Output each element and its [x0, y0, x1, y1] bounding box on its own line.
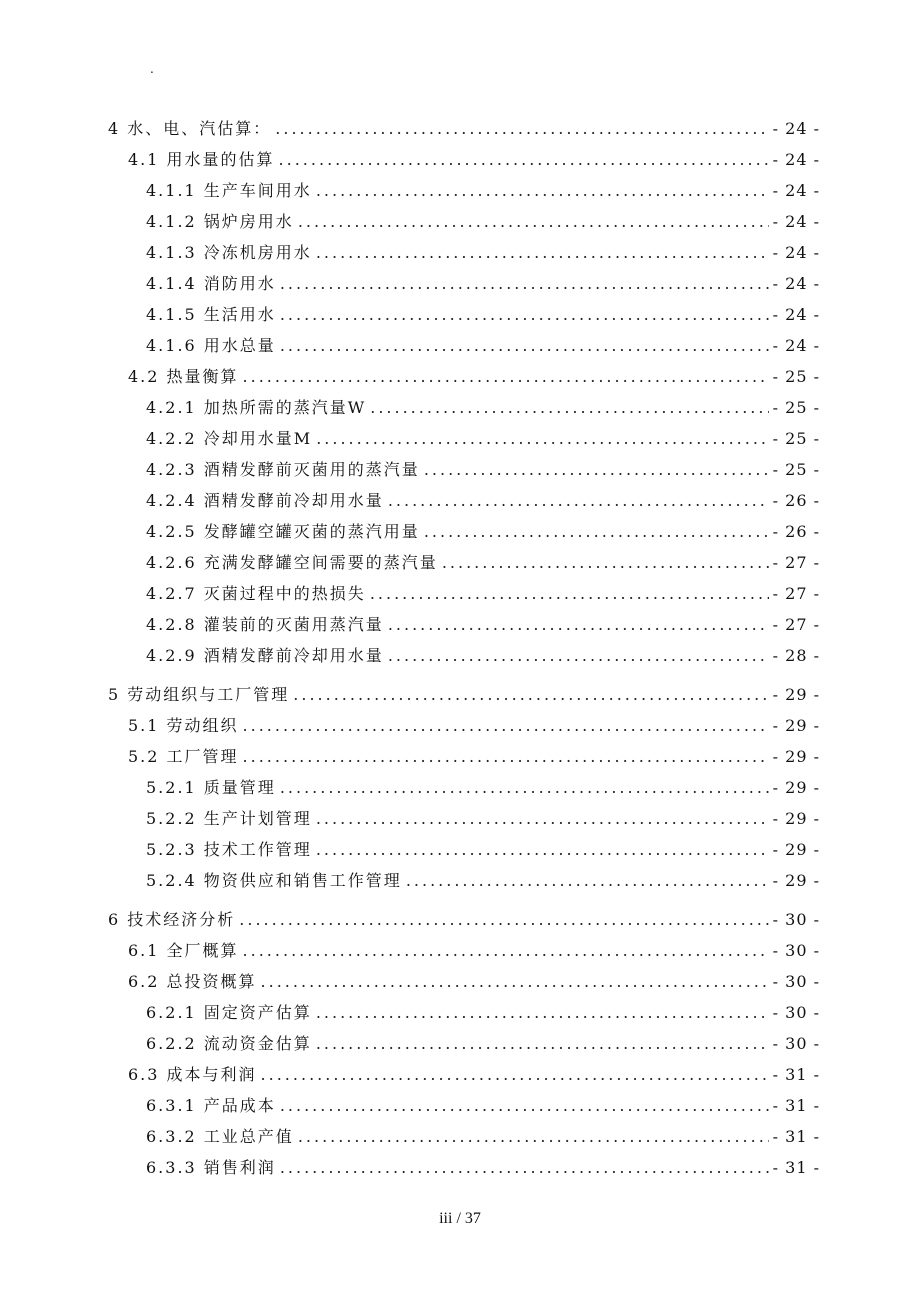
toc-entry-page: - 27 - — [772, 584, 820, 603]
toc-entry[interactable] — [108, 519, 820, 550]
toc-entry[interactable] — [108, 713, 820, 744]
dot-leader — [424, 460, 769, 479]
toc-entry-page: - 29 - — [772, 716, 820, 735]
page-mark: . — [150, 62, 154, 76]
toc-entry-page: - 30 - — [772, 972, 820, 991]
dot-leader — [280, 1096, 769, 1115]
toc-entry[interactable] — [108, 271, 820, 302]
page-footer: iii / 37 — [439, 1210, 481, 1227]
toc-entry-page: - 27 - — [772, 553, 820, 572]
toc-entry-title: 4.2.3 酒精发酵前灭菌用的蒸汽量 — [146, 460, 420, 479]
toc-entry[interactable] — [108, 550, 820, 581]
toc-entry-title: 4.1.1 生产车间用水 — [146, 181, 312, 200]
dot-leader — [280, 305, 769, 324]
table-of-contents — [108, 116, 820, 1186]
toc-entry-title: 4.1.6 用水总量 — [146, 336, 276, 355]
toc-entry-page: - 24 - — [772, 150, 820, 169]
dot-leader — [370, 584, 769, 603]
toc-entry-page: - 29 - — [772, 840, 820, 859]
toc-entry-title: 4.2.6 充满发酵罐空间需要的蒸汽量 — [146, 553, 438, 572]
toc-entry[interactable] — [108, 395, 820, 426]
dot-leader — [316, 1034, 769, 1053]
dot-leader — [280, 1158, 769, 1177]
toc-entry-title: 5 劳动组织与工厂管理 — [108, 685, 290, 704]
toc-entry-page: - 25 - — [772, 429, 820, 448]
toc-entry-page: - 31 - — [772, 1065, 820, 1084]
toc-entry-page: - 26 - — [772, 491, 820, 510]
toc-entry[interactable] — [108, 302, 820, 333]
dot-leader — [370, 398, 768, 417]
toc-entry-title: 4.2.1 加热所需的蒸汽量W — [146, 398, 367, 417]
toc-entry-title: 4.2 热量衡算 — [128, 367, 239, 386]
toc-entry[interactable] — [108, 581, 820, 612]
toc-entry[interactable] — [108, 868, 820, 899]
toc-entry-title: 4 水、电、汽估算： — [108, 119, 272, 138]
toc-entry-title: 6.2 总投资概算 — [128, 972, 257, 991]
toc-entry-page: - 24 - — [772, 336, 820, 355]
toc-entry[interactable] — [108, 1062, 820, 1093]
toc-entry[interactable] — [108, 744, 820, 775]
toc-entry-page: - 30 - — [772, 1034, 820, 1053]
dot-leader — [388, 615, 769, 634]
toc-entry[interactable] — [108, 426, 820, 457]
toc-entry-title: 4.1.4 消防用水 — [146, 274, 276, 293]
dot-leader — [388, 491, 769, 510]
dot-leader — [243, 747, 769, 766]
toc-entry-title: 5.2.2 生产计划管理 — [146, 809, 312, 828]
dot-leader — [243, 716, 769, 735]
toc-entry[interactable] — [108, 333, 820, 364]
toc-entry[interactable] — [108, 837, 820, 868]
toc-entry-title: 4.1.5 生活用水 — [146, 305, 276, 324]
toc-entry[interactable] — [108, 1155, 820, 1186]
toc-entry-page: - 24 - — [772, 274, 820, 293]
dot-leader — [279, 150, 769, 169]
toc-entry-title: 4.2.2 冷却用水量M — [146, 429, 313, 448]
toc-entry[interactable] — [108, 938, 820, 969]
toc-entry[interactable] — [108, 969, 820, 1000]
toc-entry-page: - 26 - — [772, 522, 820, 541]
toc-entry[interactable] — [108, 643, 820, 674]
toc-entry-title: 6.3.2 工业总产值 — [146, 1127, 294, 1146]
toc-entry-page: - 31 - — [772, 1127, 820, 1146]
toc-entry-page: - 30 - — [772, 910, 820, 929]
dot-leader — [316, 243, 769, 262]
toc-entry-page: - 30 - — [772, 941, 820, 960]
dot-leader — [275, 119, 768, 138]
toc-entry-page: - 24 - — [772, 243, 820, 262]
toc-entry-page: - 25 - — [772, 398, 820, 417]
dot-leader — [442, 553, 769, 572]
dot-leader — [298, 1127, 769, 1146]
toc-entry-page: - 25 - — [772, 367, 820, 386]
toc-entry-page: - 24 - — [772, 119, 820, 138]
dot-leader — [261, 1065, 769, 1084]
toc-entry[interactable] — [108, 209, 820, 240]
toc-entry[interactable] — [108, 1000, 820, 1031]
toc-entry-page: - 29 - — [772, 778, 820, 797]
toc-entry-page: - 25 - — [772, 460, 820, 479]
dot-leader — [298, 212, 769, 231]
toc-entry-page: - 29 - — [772, 685, 820, 704]
dot-leader — [388, 646, 769, 665]
toc-entry-page: - 24 - — [772, 212, 820, 231]
toc-entry[interactable] — [108, 907, 820, 938]
dot-leader — [261, 972, 769, 991]
dot-leader — [280, 274, 769, 293]
toc-entry-title: 6 技术经济分析 — [108, 910, 236, 929]
dot-leader — [316, 1003, 769, 1022]
dot-leader — [316, 429, 768, 448]
dot-leader — [316, 181, 769, 200]
toc-entry-title: 4.2.8 灌装前的灭菌用蒸汽量 — [146, 615, 384, 634]
toc-entry[interactable] — [108, 147, 820, 178]
toc-entry-title: 6.2.2 流动资金估算 — [146, 1034, 312, 1053]
toc-entry-title: 4.2.9 酒精发酵前冷却用水量 — [146, 646, 384, 665]
toc-entry-page: - 31 - — [772, 1158, 820, 1177]
toc-entry-page: - 29 - — [772, 809, 820, 828]
toc-entry[interactable] — [108, 488, 820, 519]
toc-entry-title: 6.3.1 产品成本 — [146, 1096, 276, 1115]
toc-entry-page: - 24 - — [772, 305, 820, 324]
toc-entry[interactable] — [108, 682, 820, 713]
toc-entry-page: - 30 - — [772, 1003, 820, 1022]
toc-entry[interactable] — [108, 1093, 820, 1124]
toc-entry[interactable] — [108, 612, 820, 643]
toc-entry[interactable] — [108, 116, 820, 147]
toc-entry[interactable] — [108, 240, 820, 271]
toc-entry-page: - 29 - — [772, 747, 820, 766]
toc-entry[interactable] — [108, 457, 820, 488]
dot-leader — [293, 685, 768, 704]
toc-entry-title: 5.2 工厂管理 — [128, 747, 239, 766]
toc-entry-title: 5.1 劳动组织 — [128, 716, 239, 735]
toc-entry-page: - 24 - — [772, 181, 820, 200]
toc-entry[interactable] — [108, 1031, 820, 1062]
toc-entry-title: 4.2.5 发酵罐空罐灭菌的蒸汽用量 — [146, 522, 420, 541]
dot-leader — [424, 522, 769, 541]
toc-entry-page: - 27 - — [772, 615, 820, 634]
toc-entry[interactable] — [108, 775, 820, 806]
toc-entry-page: - 28 - — [772, 646, 820, 665]
toc-entry-title: 4.1 用水量的估算 — [128, 150, 275, 169]
toc-entry-title: 5.2.4 物资供应和销售工作管理 — [146, 871, 402, 890]
toc-entry-title: 4.1.2 锅炉房用水 — [146, 212, 294, 231]
toc-entry-title: 6.2.1 固定资产估算 — [146, 1003, 312, 1022]
toc-entry-title: 5.2.3 技术工作管理 — [146, 840, 312, 859]
dot-leader — [243, 941, 769, 960]
toc-entry-title: 6.3.3 销售利润 — [146, 1158, 276, 1177]
toc-entry-page: - 31 - — [772, 1096, 820, 1115]
toc-entry-title: 6.3 成本与利润 — [128, 1065, 257, 1084]
toc-entry-title: 5.2.1 质量管理 — [146, 778, 276, 797]
toc-entry-title: 4.2.7 灭菌过程中的热损失 — [146, 584, 366, 603]
toc-entry[interactable] — [108, 1124, 820, 1155]
toc-entry[interactable] — [108, 806, 820, 837]
dot-leader — [316, 809, 769, 828]
dot-leader — [280, 336, 769, 355]
dot-leader — [316, 840, 769, 859]
toc-entry-title: 4.1.3 冷冻机房用水 — [146, 243, 312, 262]
toc-entry-title: 6.1 全厂概算 — [128, 941, 239, 960]
dot-leader — [243, 367, 769, 386]
dot-leader — [406, 871, 769, 890]
dot-leader — [239, 910, 768, 929]
dot-leader — [280, 778, 769, 797]
toc-entry[interactable] — [108, 178, 820, 209]
toc-entry-page: - 29 - — [772, 871, 820, 890]
toc-entry-title: 4.2.4 酒精发酵前冷却用水量 — [146, 491, 384, 510]
toc-entry[interactable] — [108, 364, 820, 395]
